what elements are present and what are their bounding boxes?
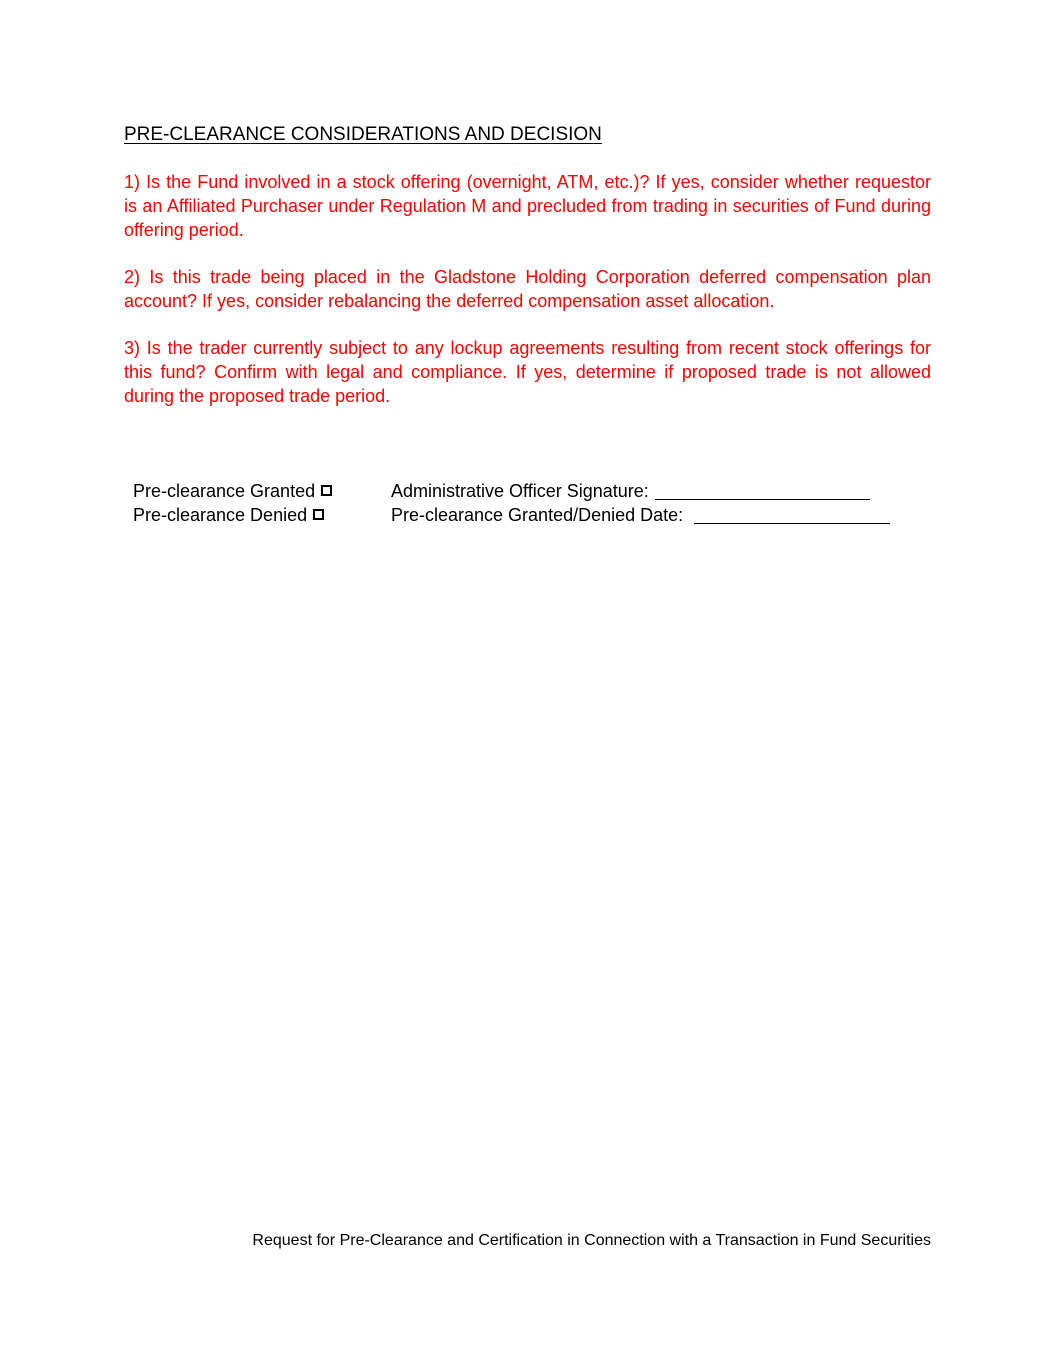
signature-row <box>391 479 870 503</box>
granted-option <box>133 479 332 503</box>
date-field[interactable] <box>694 505 890 524</box>
date-row <box>391 503 890 527</box>
consideration-question-2: 2) Is this trade being placed in the Gladstone Holding Corporation deferred compensation plan account? If yes, consider rebalancing the deferred compensation asset allocation. <box>124 267 931 311</box>
granted-label: Pre-clearance Granted <box>133 481 316 501</box>
granted-checkbox[interactable] <box>321 485 332 496</box>
signature-label: Administrative Officer Signature: <box>391 481 649 501</box>
denied-label: Pre-clearance Denied <box>133 505 308 525</box>
denied-option <box>133 503 324 527</box>
consideration-question-1: 1) Is the Fund involved in a stock offering (overnight, ATM, etc.)? If yes, consider whether requestor is an Affiliated Purchaser under Regulation M and precluded from trading in securities of Fund during offering period. <box>124 172 931 240</box>
date-label: Pre-clearance Granted/Denied Date: <box>391 505 684 525</box>
page-footer: Request for Pre-Clearance and Certification in Connection with a Transaction in Fund Securities <box>252 1232 931 1249</box>
consideration-question-3: 3) Is the trader currently subject to any lockup agreements resulting from recent stock offerings for this fund? Confirm with legal and compliance. If yes, determine if proposed trade is not allowed during the proposed trade period. <box>124 338 931 406</box>
signature-field[interactable] <box>655 481 870 500</box>
section-heading: PRE-CLEARANCE CONSIDERATIONS AND DECISION <box>124 124 602 145</box>
denied-checkbox[interactable] <box>313 509 324 520</box>
